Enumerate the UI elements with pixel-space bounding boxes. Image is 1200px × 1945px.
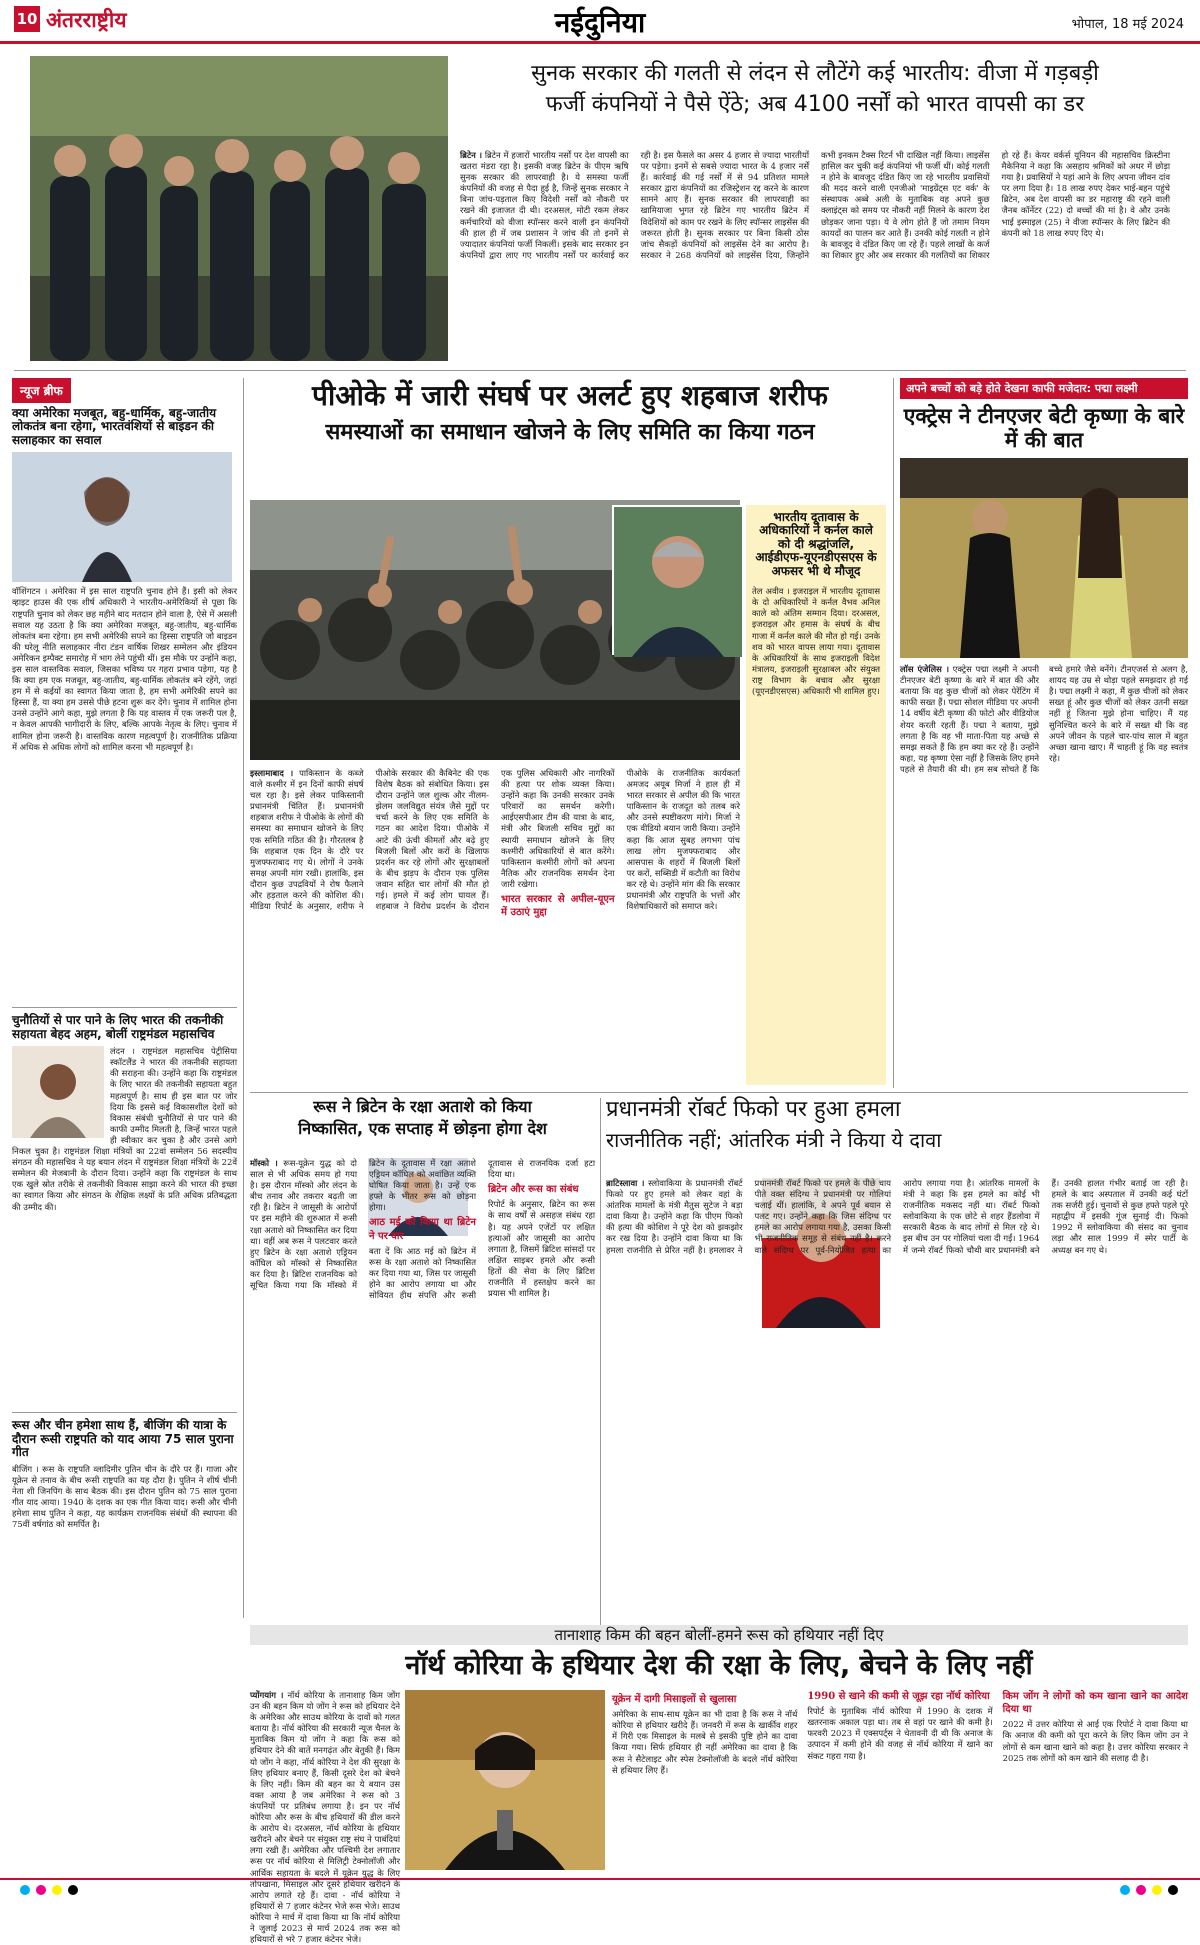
pok-headline-2: समस्याओं का समाधान खोजने के लिए समिति का किया गठन xyxy=(325,420,815,446)
nk-body-text-3: रिपोर्ट के मुताबिक नॉर्थ कोरिया में 1990 के दशक में खतरनाक अकाल पड़ा था। तब से वहां पर खाने की कमी है। फरवरी 2023 में एक्सपर्ट्स ने चेतावनी दी थी कि अनाज के उत्पादन में कमी होने की वजह से नॉर्थ कोरिया में खाने का संकट गहरा गया है। xyxy=(807,1706,993,1761)
masthead xyxy=(0,0,1200,44)
kale-tribute-box xyxy=(746,505,886,1085)
padma-headline: एक्ट्रेस ने टीनएजर बेटी कृष्णा के बारे में की बात xyxy=(903,404,1185,452)
section-name: अंतरराष्ट्रीय xyxy=(46,8,127,32)
nk-subhead-1: यूक्रेन में दागी मिसाइलों से खुलासा xyxy=(612,1694,737,1705)
nk-body-text-4: 2022 में उत्तर कोरिया से आई एक रिपोर्ट ने दावा किया था कि अनाज की कमी को पूरा करने के लिए किम जोंग उन ने लोगों से कम खाना खाने को कहा है। उत्तर कोरिया सरकार ने 2025 तक लोगों को कम खाने की सलाह दी है। xyxy=(1002,1719,1188,1763)
russia-dateline: मॉस्को । xyxy=(250,1158,278,1168)
pok-headline-1: पीओके में जारी संघर्ष पर अलर्ट हुए शहबाज शरीफ xyxy=(312,379,828,412)
russia-subhead-1: आठ मई को किया था ब्रिटेन ने पर वार xyxy=(369,1217,476,1242)
newspaper-logo: नईदुनिया xyxy=(554,6,646,39)
fico-headline-1: प्रधानमंत्री रॉबर्ट फिको पर हुआ हमला xyxy=(606,1097,901,1122)
russia-body xyxy=(250,1158,595,1633)
shehbaz-photo xyxy=(612,505,740,655)
kale-tribute-headline: भारतीय दूतावास के अधिकारियों ने कर्नल काले को दी श्रद्धांजलि, आईडीएफ-यूएनडीएसएस के अफसर भी थे मौजूद xyxy=(755,510,877,578)
pok-subhead: भारत सरकार से अपील-यूएन में उठाएं मुद्दा xyxy=(501,894,615,919)
kale-tribute-body: तेल अवीव । इजराइल में भारतीय दूतावास के दो अधिकारियों ने कर्नल वैभव अनिल काले को अंतिम सम्मान दिया। दरअसल, इजराइल और हमास के संघर्ष के बीच गाजा में कर्नल काले की मौत हो गई। उनके शव को भारत वापस लाया गया। दूतावास के अधिकारियों के साथ इजराइली विदेश मंत्रालय, इजराइली सुरक्षाबल और संयुक्त राष्ट्र विभाग के बचाव और सुरक्षा (यूएनडीएसएस) अधिकारी भी शामिल हुए। xyxy=(752,586,880,697)
page-number: 10 xyxy=(14,6,40,32)
crowd-photo-illustration xyxy=(30,56,448,361)
woman-portrait-illustration xyxy=(12,452,232,582)
nk-dateline: प्योंगयांग । xyxy=(250,1690,284,1700)
kim-sister-photo xyxy=(405,1690,605,1870)
brief-story2-body: लंदन । राष्ट्रमंडल महासचिव पेट्रीसिया स्कॉटलैंड ने भारत की तकनीकी सहायता की सराहना की। उन्होंने कहा कि राष्ट्रमंडल के लिए भारत की तकनीकी सहायता बहुत महत्वपूर्ण है। साथ ही इस बात पर जोर दिया कि इससे कई विकासशील देशों को विकास संबंधी चुनौतियों से पार पाने की काफी उम्मीद मिलती है, जिन्हें भारत पहले ही स्वीकार कर चुका है और उनसे आगे निकल चुका है। राष्ट्रमंडल शिक्षा मंत्रियों का 22वां सम्मेलन 56 सदस्यीय संगठन की महासचिव ने यह बयान लंदन में राष्ट्रमंडल शिक्षा मंत्रियों के 22वें सम्मेलन की मेजबानी के दौरान दिया। उन्होंने कहा कि राष्ट्रमंडल के साथ एक खुले स्रोत तरीके से तकनीकी विकास साझा करने की भारत की इच्छा का स्वागत किया और संगठन के शैक्षिक लक्ष्यों के प्रति अधिक प्रतिबद्धता की उम्मीद की। xyxy=(12,1046,237,1212)
nk-subhead-2: 1990 से खाने की कमी से जूझ रहा नॉर्थ कोरिया xyxy=(807,1691,990,1702)
woman-portrait-illustration xyxy=(12,1046,104,1138)
russia-body-text-3: रिपोर्ट के अनुसार, ब्रिटेन का रूस के साथ वर्षों से असहज संबंध रहा है। यह अपने एजेंटों पर लक्षित हत्याओं और जासूसी का आरोप लगाता है, जिसमें ब्रिटिश सांसदों पर लक्षित साइबर हमले और रूसी हितों की सेवा के लिए ब्रिटिश राजनीति में हस्तक्षेप करने का प्रयास भी शामिल है। xyxy=(488,1199,595,1299)
padma-dateline: लॉस एंजेलिस । xyxy=(900,664,949,675)
russia-subhead-2: ब्रिटेन और रूस का संबंध xyxy=(488,1184,579,1196)
nk-body-text: नॉर्थ कोरिया के तानाशाह किम जोंग उन की बहन किम यो जोंग ने रूस को हथियार देने के अमेरिका और साउथ कोरिया के दावों को गलत बताया है। नॉर्थ कोरिया की सरकारी न्यूज चैनल के मुताबिक किम यो जोंग ने कहा कि रूस को हथियार देने की बातें मनगढ़ंत और बेतुकी हैं। किम यो जोंग ने कहा, नॉर्थ कोरिया ने देश की सुरक्षा के लिए हथियार बनाए हैं, किसी दूसरे देश को बेचने के लिए नहीं। किम की बहन का ये बयान उस वक्त आया है जब अमेरिका ने रूस को 3 कंपनियों पर प्रतिबंध लगाया है। इन पर नॉर्थ कोरिया और रूस के बीच हथियारों की डील करने के आरोप थे। दरअसल, नॉर्थ कोरिया के हथियार खरीदने और बेचने पर संयुक्त राष्ट्र संघ ने पाबंदियां लगा रखी हैं। अमेरिका और पश्चिमी देश लगातार रूस पर नॉर्थ कोरिया से मिलिट्री टेक्नोलॉजी और आर्थिक सहायता के बदले में यूक्रेन युद्ध के लिए तोपखाना, मिसाइल और दूसरे हथियार खरीदने के आरोप लगाते रहे हैं। दावा - नॉर्थ कोरिया ने हथियारों से 7 हजार कंटेनर भेजे रूस भेजे। साउथ कोरिया ने मार्च में दावा किया था कि नॉर्थ कोरिया ने जुलाई 2023 से मार्च 2024 तक रूस को हथियारों से भरे 7 हजार कंटेनर भेजे। xyxy=(250,1690,400,1945)
nk-body-2 xyxy=(612,1690,1188,1870)
lead-dateline: ब्रिटेन । xyxy=(460,150,483,160)
padma-photo xyxy=(900,458,1188,658)
padma-body-text: एक्ट्रेस पद्मा लक्ष्मी ने अपनी टीनएजर बेटी कृष्णा के बारे में बात की और बताया कि वह कुछ चीजों को लेकर पेरेंटिंग में काफी सख्त हैं। पद्मा सोशल मीडिया पर अपनी 14 वर्षीय बेटी कृष्णा की फोटो और वीडियोज शेयर करती रहती हैं। पद्मा ने बताया, मुझे लगता है कि वह भी माता-पिता यह अच्छे से समझ सकते हैं कि हम क्या कर रहे हैं। उन्होंने कहा, यह कृष्णा ऐसा नहीं है जिसके लिए हमने पहले से तैयारी की थी। हम सब सोचते हैं कि बच्चे हमारे जैसे बनेंगे। टीनएजर्स से अलग है, शायद यह उम्र से थोड़ा पहले समझदार हो गई है। पद्मा लक्ष्मी ने कहा, मैं कुछ चीजों को लेकर सख्त हूं और कुछ चीजों को लेकर उतनी सख्त नहीं हूं जितना मुझे होना चाहिए। मैं यह सुनिश्चित करने के बारे में सख्त थी कि वह अपने जीवन के पहले चार-पांच साल में बहुत अच्छा खाना खाए। मैं चाहती हूं कि वह स्वतंत्र रहे। xyxy=(900,664,1188,774)
news-brief-label: न्यूज ब्रीफ xyxy=(12,378,71,403)
padma-kicker: अपने बच्चों को बड़े होते देखना काफी मजेदार: पद्मा लक्ष्मी xyxy=(900,378,1188,399)
russia-body-text: रूस-यूक्रेन युद्ध को दो साल से भी अधिक समय हो गया है। इस दौरान मॉस्को और लंदन के बीच तनाव और तकरार बढ़ती जा रही है। ब्रिटेन ने जासूसी के आरोपों पर इस महीने की शुरुआत में रूसी रक्षा अताशे को निष्कासित कर दिया था। वहीं अब रूस ने पलटवार करते हुए ब्रिटेन के रक्षा अताशे एड्रियन कॉघिल को मॉस्को से निष्कासित कर दिया है। ब्रिटिश राजनयिक को सूचित किया गया कि मॉस्को में ब्रिटेन के दूतावास में रक्षा अताशे एड्रियन कॉघिल को अवांछित व्यक्ति घोषित किया जाता है। उन्हें एक हफ्ते के भीतर रूस को छोड़ना होगा। xyxy=(250,1158,476,1291)
fico-body-text: स्लोवाकिया के प्रधानमंत्री रॉबर्ट फिको पर हुए हमले को लेकर वहां के आंतरिक मामलों के मंत्री मैतुस सुटेज ने बड़ा दावा किया है। उन्होंने कहा कि पीएम फिको की हत्या की कोशिश ने पूरे देश को झकझोर कर रख दिया है। उन्होंने दावा किया था कि हमला राजनीति से प्रेरित नहीं है। हमलावर ने प्रधानमंत्री रॉबर्ट फिको पर हमले के पीछे चाय पीते वक्त संदिग्ध ने प्रधानमंत्री पर गोलियां चलाई थीं। हालांकि, वे अपने पूर्व बयान से पलट गए। उन्होंने कहा कि जिस संदिग्ध पर हमले का आरोप लगाया गया है, उसका किसी भी राजनीतिक समूह से संबंध नहीं है। करने वाले संदिग्ध पर पूर्व-नियोजित हत्या का आरोप लगाया गया है। आंतरिक मामलों के मंत्री ने कहा कि इस हमले का कोई भी राजनीतिक मकसद नहीं था। रॉबर्ट फिको स्लोवाकिया के एक छोटे से शहर हैंडलोवा में सरकारी बैठक के बाद लोगों से मिल रहे थे। इस बीच उन पर गोलियां चला दी गईं। 1964 में जन्मे रॉबर्ट फिको चौथी बार प्रधानमंत्री बने हैं। उनकी हालत गंभीर बताई जा रही है। हमले के बाद अस्पताल में उनकी कई घंटों तक सर्जरी हुई। चुनावों से कुछ हफ्ते पहले पूरे महाद्वीप में इसकी गूंज सुनाई दी। फिको 1992 में स्लोवाकिया की संसद का चुनाव लड़ा और साल 1999 में स्मेर पार्टी के अध्यक्ष बन गए थे। xyxy=(606,1178,1188,1255)
brief-story3-headline: रूस और चीन हमेशा साथ हैं, बीजिंग की यात्रा के दौरान रूसी राष्ट्रपति को याद आया 75 साल पुराना गीत xyxy=(12,1418,234,1460)
fico-dateline: ब्राटिस्लावा । xyxy=(606,1178,645,1188)
russia-headline-1: रूस ने ब्रिटेन के रक्षा अताशे को किया xyxy=(313,1097,532,1116)
pok-body-text: पाकिस्तान के कब्जे वाले कश्मीर में इन दिनों काफी संघर्ष चल रहा है। इसे लेकर पाकिस्तानी प्रधानमंत्री चिंतित हैं। प्रधानमंत्री शहबाज शरीफ ने पीओके के लोगों की समस्या का समाधान खोजने के लिए एक समिति गठित की है। गौरतलब है कि शहबाज एक दिन के दौरे पर मुजफ्फराबाद गए थे। लोगों ने उनके समक्ष अपनी मांग रखी। हालांकि, इस दौरान कुछ उपद्रवियों ने रोष फैलाने और हड़ताल करने की कोशिश की। मीडिया रिपोर्ट के अनुसार, शरीफ ने पीओके सरकार की कैबिनेट की एक विशेष बैठक को संबोधित किया। इस दौरान उन्होंने जल शुल्क और नीलम-झेलम जलविद्युत संयंत्र जैसे मुद्दों पर चर्चा करने के लिए एक समिति के गठन का आदेश दिया। पीओके में आटे की ऊंची कीमतों और बढ़े हुए बिजली बिलों और करों के खिलाफ प्रदर्शन कर रहे लोगों और सुरक्षाबलों के बीच झड़प के दौरान एक पुलिस जवान सहित चार लोगों की मौत हो गई। हमले में कई लोग घायल हैं। शहबाज ने विरोध प्रदर्शन के दौरान एक पुलिस अधिकारी और नागरिकों की हत्या पर शोक व्यक्त किया। उन्होंने कहा कि उनकी सरकार उनके परिवारों का समर्थन करेगी। आईएसपीआर टीम की यात्रा के बाद, मंत्री और बिजली सचिव मुद्दों का स्थायी समाधान खोजने के लिए कश्मीरी अधिकारियों से बात करेंगे। पाकिस्तान कश्मीरी लोगों को अपना नैतिक और राजनयिक समर्थन देना जारी रखेगा। xyxy=(250,768,615,912)
brief-story1-photo xyxy=(12,452,232,582)
two-women-illustration xyxy=(900,458,1188,658)
brief-story2-headline: चुनौतियों से पार पाने के लिए भारत की तकनीकी सहायता बेहद अहम, बोलीं राष्ट्रमंडल महासचिव xyxy=(12,1013,224,1041)
brief-story1-body: वॉशिंगटन । अमेरिका में इस साल राष्ट्रपति चुनाव होने हैं। इसी को लेकर व्हाइट हाउस की एक शीर्ष अधिकारी ने भारतीय-अमेरिकियों से पूछा कि राष्ट्रपति चुनाव को लेकर छह महीने बाद मतदान होने वाला है, ऐसे में असली सवाल यह उठता है कि क्या अमेरिका मजबूत, बहु-जातीय, बहु-धार्मिक लोकतंत्र बना रहेगा। हम सभी अमेरिकी सपने का हिस्सा राष्ट्रपति जो बाइडन की घरेलू नीति सलाहकार नीरा टंडन वार्षिक शिखर सम्मेलन और इंडियन अमेरिकन इम्पैक्ट समारोह में भाग लेने पहुंची थीं। इस मौके पर उन्होंने कहा, इस साल वास्तविक सवाल, जिसका भविष्य पर गहरा प्रभाव पड़ेगा, यह है कि क्या हम एक मजबूत, बहु-जातीय, बहु-धार्मिक लोकतंत्र बने रहेंगे, जहां हम में से कईयों का स्वागत किया जाता है, हम सभी अमेरिकी सपने का हिस्सा हैं, या क्या हम उससे पीछे हटना शुरू कर देंगे। चुनाव में शामिल होना उनसे उन्होंने आगे कहा, मुझे लगता है कि यह वास्तव में एक जरूरी पल है, न केवल आपकी भागीदारी के लिए, बल्कि आपके नेतृत्व के लिए। चुनाव में शामिल होना जरूरी है। वास्तविक कारण महत्वपूर्ण है। राजनीतिक प्रक्रिया में अधिक से अधिक लोगों को शामिल करना भी महत्वपूर्ण है। xyxy=(12,586,238,752)
brief-story2-photo xyxy=(12,1046,104,1138)
lead-body-text: ब्रिटेन में हजारों भारतीय नर्सों पर देश वापसी का खतरा मंडरा रहा है। इसकी वजह ब्रिटेन के पीएम ऋषि सुनक सरकार की लापरवाही है। ये समस्या फर्जी कंपनियों की वजह से पैदा हुई है, जिन्हें सुनक सरकार ने बिना जांच-पड़ताल किए विदेशी नर्सों को नौकरी पर रखने की इजाजत दी थी। दरअसल, मोटी रकम लेकर कर्मचारियों को वीजा स्पॉन्सर करने वाली इन कंपनियों की हाल ही में जब प्रशासन ने जांच की तो इनमें से ज्यादातर कंपनियां फर्जी निकलीं। इसके बाद सरकार इन कंपनियों द्वारा लाए गए भारतीय नर्सों पर कार्रवाई कर रही है। इस फैसले का असर 4 हजार से ज्यादा भारतीयों पर पड़ेगा। इनमें से सबसे ज्यादा भारत के 4 हजार नर्सें हैं। कार्रवाई की गई नर्सों में से 94 प्रतिशत मामले सरकार द्वारा कंपनियों का रजिस्ट्रेशन रद्द करने के कारण सामने आए हैं। सुनक सरकार की लापरवाही का खामियाजा भुगत रहे ब्रिटेन गए भारतीय ब्रिटेन में विदेशियों को काम पर रखने के लिए स्पॉन्सर लाइसेंस की जरूरत होती है। सुनक सरकार पर बिना किसी ठोस जांच सैकड़ों कंपनियों को लाइसेंस देने का आरोप है। सरकार ने 268 कंपनियों को लाइसेंस दिया, जिन्होंने कभी इनकम टैक्स रिटर्न भी दाखिल नहीं किया। लाइसेंस हासिल कर चुकी कई कंपनियां भी फर्जी थीं। कोई गलती न होने के बावजूद दंडित किए जा रहे भारतीय प्रवासियों की मदद करने वाली एनजीओ 'माइग्रेंट्स एट वर्क' के संस्थापक अब्बे अली के मुताबिक वह अपने कुछ क्लाइंट्स को समय पर नौकरी नहीं मिलने के कारण देश छोड़कर जाना पड़ा। ये वे लोग होते हैं जो तमाम नियम कायदों का पालन कर आते हैं। उनकी कोई गलती न होने के बावजूद वे दंडित किए जा रहे हैं। पहले लाखों के कर्ज का शिकार हुए और अब सरकार की गलतियों का शिकार हो रहे हैं। केयर वर्कर्स यूनियन की महासचिव क्रिस्टीना मैकेनिया ने कहा कि असहाय श्रमिकों को अधर में छोड़ा गया है। प्रवासियों ने यहां आने के लिए अपना जीवन दांव पर लगा दिया है। 18 लाख रुपए देकर भाई-बहन पहुंचे ब्रिटेन, अब देश वापसी का डर महाराष्ट्र की रहने वाली जैनब कॉर्नेटर (22) दो बच्चों की मां है। वे और उनके भाई इस्माइल (25) ने वीजा स्पॉन्सर के लिए ब्रिटेन की कंपनी को 18 लाख रुपए दिए थे। xyxy=(460,150,1170,260)
nk-body-text-2: अमेरिका के साथ-साथ यूक्रेन का भी दावा है कि रूस ने नॉर्थ कोरिया से हथियार खरीदे हैं। जनवरी में रूस के खार्कीव शहर में गिरी एक मिसाइल के मलबे से इसकी पुष्टि होने का दावा किया गया। सिर्फ हथियार ही नहीं अमेरिका का दावा है कि रूस ने सैटेलाइट और स्पेस टेक्नोलॉजी के बदले नॉर्थ कोरिया से हथियार लिए हैं। xyxy=(612,1709,798,1775)
brief-story3-body: बीजिंग । रूस के राष्ट्रपति व्लादिमीर पुतिन चीन के दौरे पर हैं। गाजा और यूक्रेन से तनाव के बीच रूसी राष्ट्रपति का यह दौरा है। पुतिन ने शीर्ष चीनी नेता शी जिनपिंग के साथ बैठक की। इस दौरान पुतिन को 75 साल पुराना गीत याद आया। 1940 के दशक का एक गीत किया याद। रूसी और चीनी हमेशा साथ पुतिन ने कहा, यह कार्यक्रम राजनयिक संबंधों की स्थापना की 75वीं वर्षगांठ को समर्पित है। xyxy=(12,1463,237,1529)
fico-headline-2: राजनीतिक नहीं; आंतरिक मंत्री ने किया ये दावा xyxy=(606,1127,942,1152)
dateline: भोपाल, 18 मई 2024 xyxy=(1071,17,1184,32)
nk-headline: नॉर्थ कोरिया के हथियार देश की रक्षा के लिए, बेचने के लिए नहीं xyxy=(405,1650,1033,1681)
pok-body-text-2: पीओके के राजनीतिक कार्यकर्ता अमजद अयूब मिर्जा ने हाल ही में भारत सरकार से अपील की कि भारत पाकिस्तान के राजदूत को तलब करे और उनसे स्पष्टीकरण मांगे। मिर्जा ने एक वीडियो बयान जारी किया। उन्होंने कहा कि आज सुबह लगभग पांच लाख लोग मुजफ्फराबाद और आसपास के शहरों में बिजली बिलों पर करों, सब्सिडी में कटौती का विरोध कर रहे थे। उन्होंने मांग की कि सरकार प्रधानमंत्री और राष्ट्रपति के भत्तों और विशेषाधिकारों को समाप्त करे। xyxy=(626,768,740,912)
russia-body-text-2: बता दें कि आठ मई को ब्रिटेन में रूस के रक्षा अताशे को निष्कासित कर दिया गया था, जिस पर जासूसी होने का आरोप लगाया था और सोवियत हीथ संपत्ति और रूसी दूतावास से राजनयिक दर्जा हटा दिया था। xyxy=(369,1158,595,1301)
pok-dateline: इस्लामाबाद । xyxy=(250,768,294,778)
brief-story1-headline: क्या अमेरिका मजबूत, बहु-धार्मिक, बहु-जातीय लोकतंत्र बना रहेगा, भारतवंशियों से बाइडन की सलाहकार का सवाल xyxy=(12,406,217,447)
nk-body xyxy=(250,1690,400,1945)
print-registration-strip xyxy=(0,1878,1200,1900)
lead-headline-2: फर्जी कंपनियों ने पैसे ऐंठे; अब 4100 नर्सों को भारत वापसी का डर xyxy=(545,91,1085,117)
padma-body xyxy=(900,664,1188,1119)
pok-body xyxy=(250,768,740,1088)
lead-photo xyxy=(30,56,448,361)
nk-kicker: तानाशाह किम की बहन बोलीं-हमने रूस को हथियार नहीं दिए xyxy=(250,1625,1188,1645)
man-portrait-illustration xyxy=(614,507,742,657)
russia-headline-2: निष्कासित, एक सप्ताह में छोड़ना होगा देश xyxy=(298,1118,547,1138)
fico-body xyxy=(606,1178,1188,1628)
nk-subhead-3: किम जोंग ने लोगों को कम खाना खाने का आदेश दिया था xyxy=(1002,1691,1188,1716)
lead-body xyxy=(460,150,1170,360)
lead-headline-1: सुनक सरकार की गलती से लंदन से लौटेंगे कई भारतीय: वीजा में गड़बड़ी xyxy=(531,61,1099,86)
woman-portrait-illustration xyxy=(405,1690,605,1870)
